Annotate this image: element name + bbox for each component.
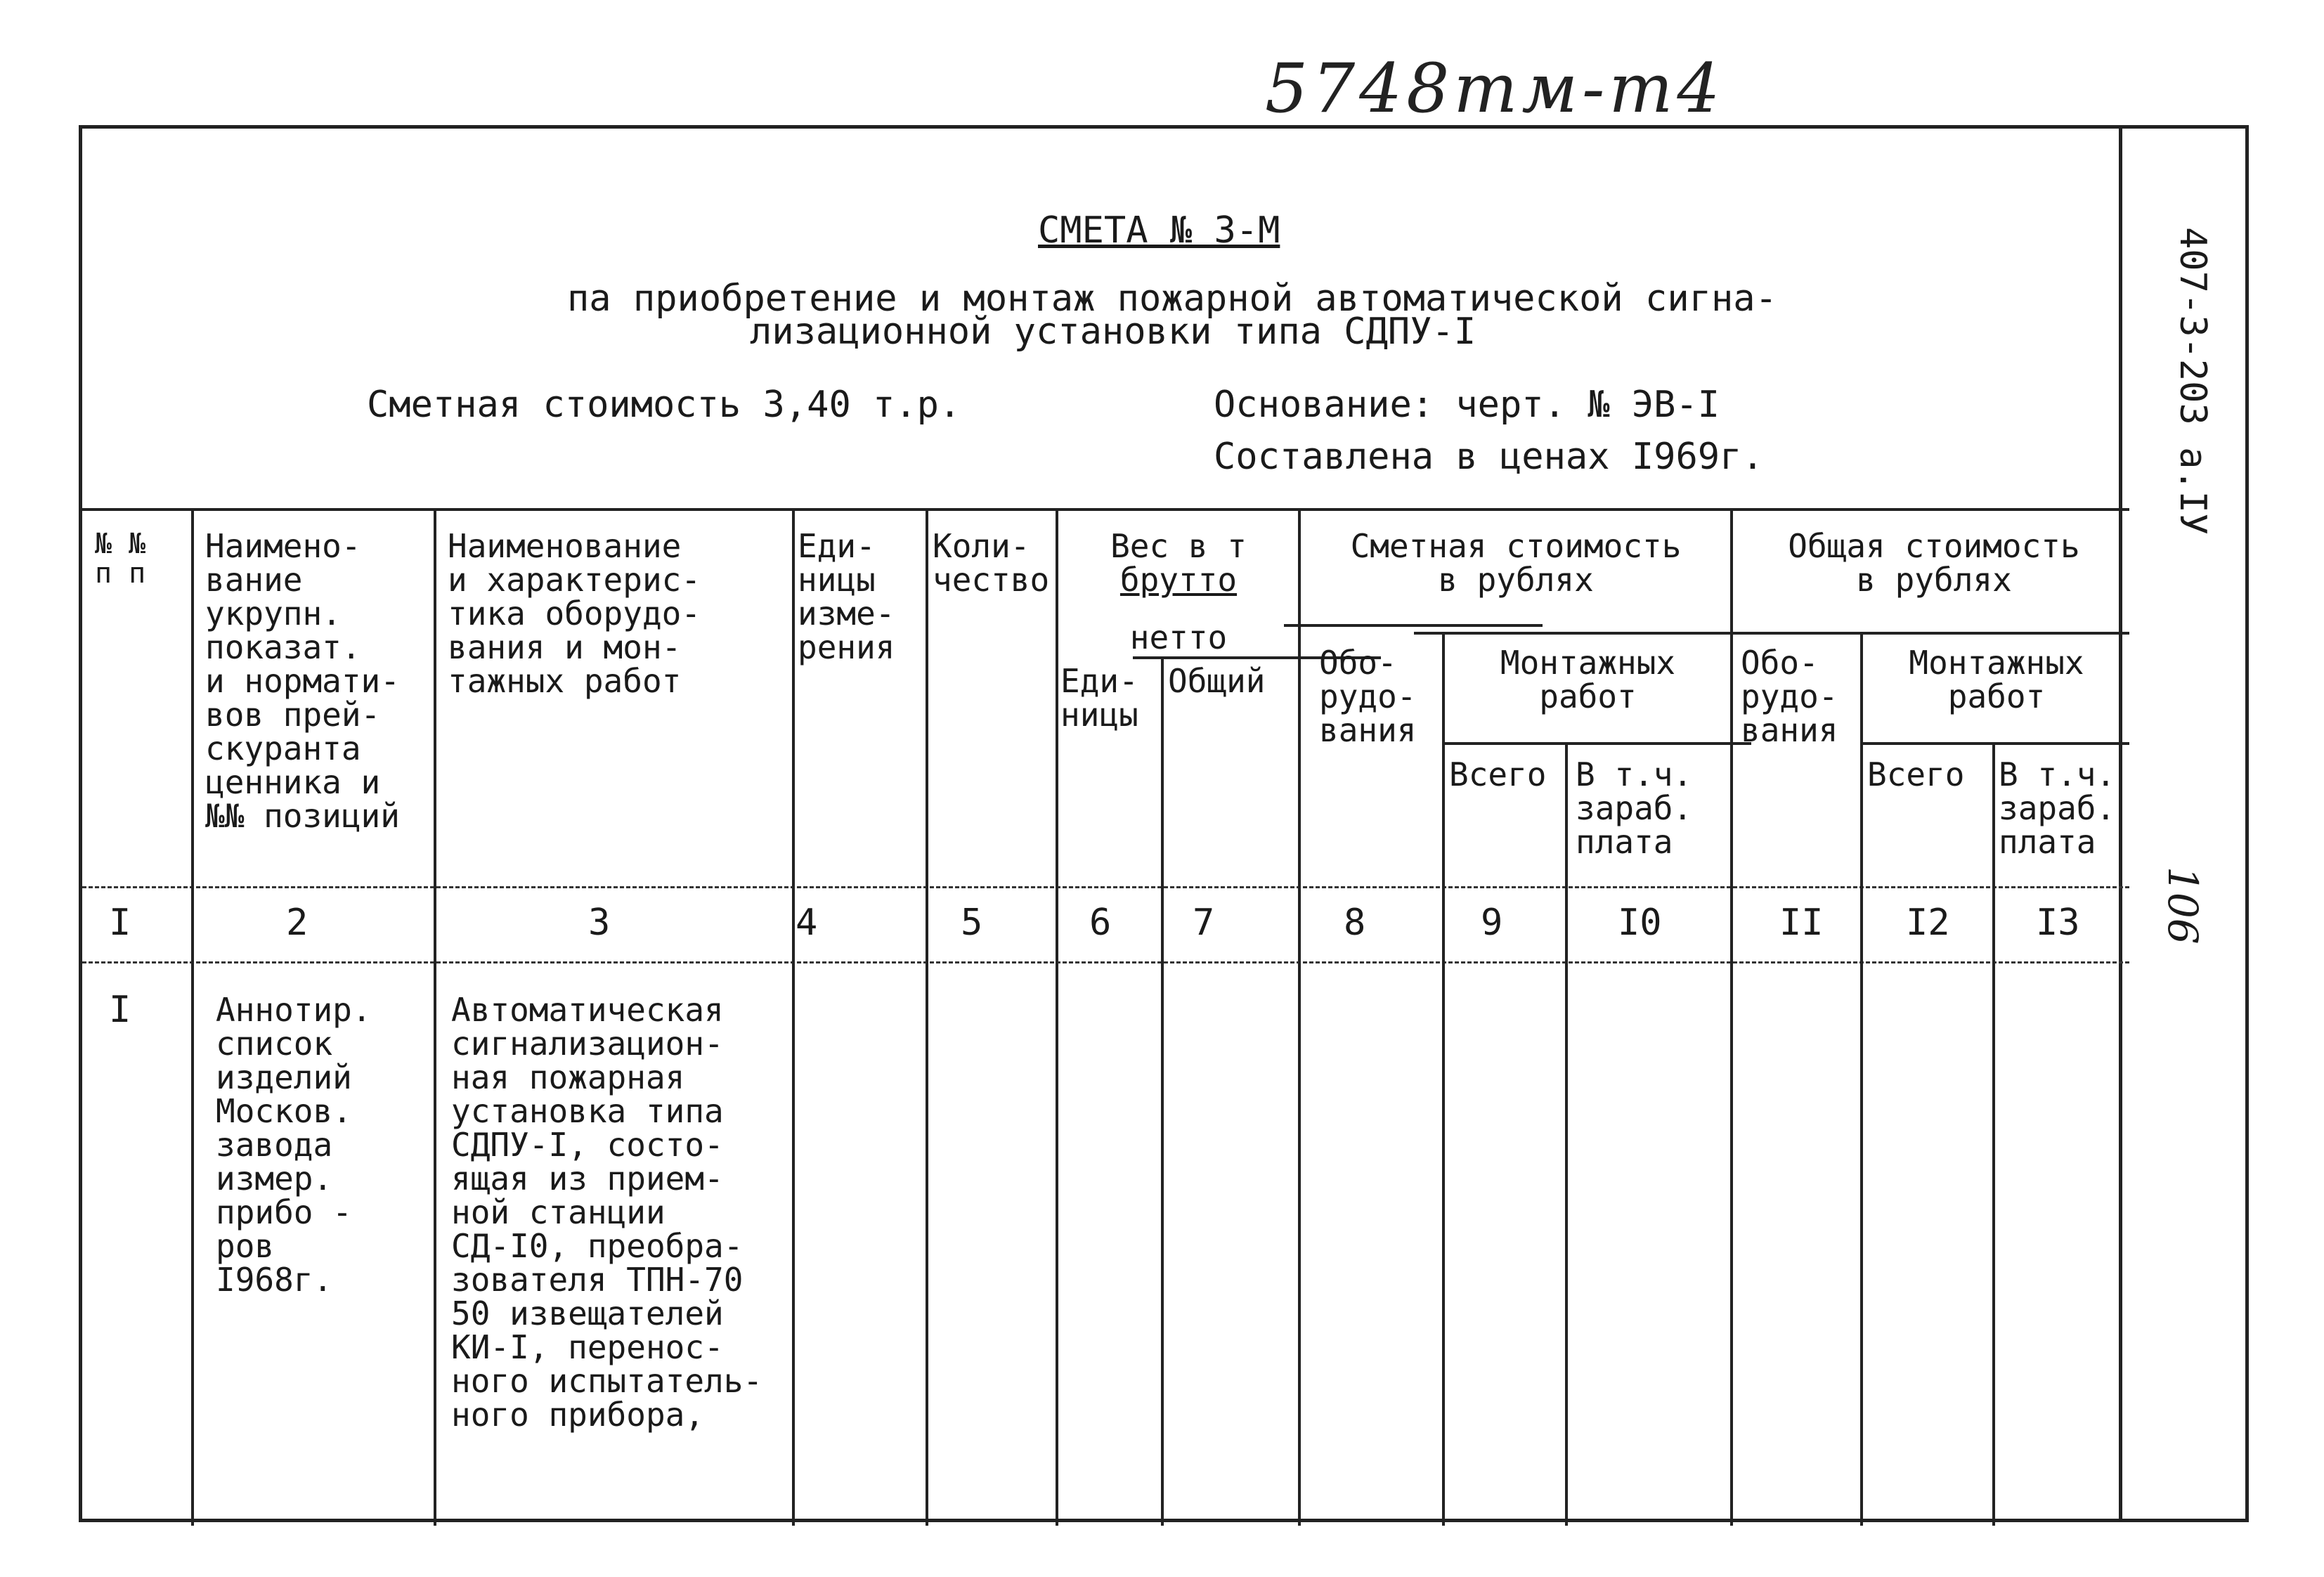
col-number: 6 bbox=[1089, 902, 1112, 944]
header-total-salary: В т.ч. зараб. плата bbox=[1999, 755, 2116, 861]
col-divider bbox=[1056, 508, 1058, 1526]
col-number: 2 bbox=[286, 902, 309, 944]
col-divider bbox=[1992, 742, 1995, 1526]
header-smeta-equipment: Обо- рудо- вания bbox=[1319, 644, 1417, 749]
header-smeta-total: Всего bbox=[1449, 755, 1547, 793]
header-smeta-montage: Монтажных работ bbox=[1500, 644, 1676, 715]
header-col1: № № п п bbox=[95, 528, 146, 590]
header-total-equipment: Обо- рудо- вания bbox=[1741, 644, 1838, 749]
col-number: II bbox=[1779, 902, 1824, 944]
row-description: Автоматическая сигнализацион- ная пожарная установка типа СДПУ-I, состо- ящая из прием- ной станции СД-I0, преобра- зователя ТПН-70 50 извещателей КИ-I, перенос- ного испытатель- ного прибора, bbox=[451, 991, 763, 1434]
col-divider bbox=[434, 508, 436, 1526]
estimate-subtitle-line1: па приобретение и монтаж пожарной автоматической сигна- bbox=[567, 278, 1777, 320]
estimated-cost: Сметная стоимость 3,40 т.р. bbox=[367, 384, 961, 426]
sidebar bbox=[2119, 129, 2245, 1519]
header-bottom-line bbox=[82, 886, 2129, 888]
header-weight-netto: нетто bbox=[1129, 618, 1228, 656]
header-col4: Еди- ницы изме- рения bbox=[798, 527, 895, 666]
montage-sub-line bbox=[1442, 742, 1751, 745]
col-divider bbox=[191, 508, 194, 1526]
table-top-border bbox=[82, 508, 2129, 511]
col-number: 8 bbox=[1344, 902, 1366, 944]
header-weight: Вес в т bbox=[1110, 527, 1247, 565]
col-number: 5 bbox=[961, 902, 983, 944]
col-divider bbox=[926, 508, 928, 1526]
col-divider bbox=[792, 508, 795, 1526]
header-weight-unit: Еди- ницы bbox=[1060, 662, 1138, 734]
document-frame bbox=[79, 125, 2249, 1522]
col-number: 9 bbox=[1481, 902, 1503, 944]
row-pricelist: Аннотир. список изделий Москов. завода измер. прибо - ров I968г. bbox=[216, 991, 372, 1299]
col-divider bbox=[1860, 632, 1863, 1526]
handwritten-code: 5748тм-т4 bbox=[1265, 49, 1725, 128]
col-divider bbox=[1565, 742, 1568, 1526]
header-col2: Наимено- вание укрупн. показат. и нормати- вов прей- скуранта ценника и №№ позиций bbox=[205, 527, 400, 835]
col-number: 7 bbox=[1193, 902, 1215, 944]
header-total-total: Всего bbox=[1867, 755, 1965, 793]
col-divider bbox=[1298, 508, 1301, 1526]
header-col5: Коли- чество bbox=[933, 527, 1050, 599]
col-number: I3 bbox=[2036, 902, 2080, 944]
estimate-subtitle-line2: лизационной установки типа СДПУ-I bbox=[750, 311, 1476, 353]
col-number-bottom-line bbox=[82, 961, 2129, 963]
col-number: I bbox=[109, 902, 131, 944]
col-divider bbox=[1161, 656, 1164, 1526]
col-divider bbox=[1730, 508, 1733, 1526]
subheader-line bbox=[1414, 632, 2129, 635]
header-weight-brutto: брутто bbox=[1119, 561, 1238, 599]
col-number: I2 bbox=[1906, 902, 1950, 944]
estimate-title: СМЕТА № 3-М bbox=[1038, 209, 1280, 252]
price-basis: Составлена в ценах I969г. bbox=[1214, 436, 1764, 478]
sheet-number: 106 bbox=[2159, 867, 2207, 945]
header-col3: Наименование и характерис- тика оборудо- вания и мон- тажных работ bbox=[448, 527, 701, 700]
header-smeta-salary: В т.ч. зараб. плата bbox=[1576, 755, 1693, 861]
document-code: 407-3-203 а.IУ bbox=[2172, 227, 2214, 536]
header-smeta-cost: Сметная стоимость в рублях bbox=[1350, 527, 1682, 599]
header-total-montage: Монтажных работ bbox=[1909, 644, 2084, 715]
col-divider bbox=[1442, 632, 1445, 1526]
header-weight-total: Общий bbox=[1168, 662, 1266, 700]
header-total-cost: Общая стоимость в рублях bbox=[1788, 527, 2080, 599]
col-number: 4 bbox=[796, 902, 818, 944]
basis: Основание: черт. № ЭВ-I bbox=[1214, 384, 1720, 426]
col-number: 3 bbox=[588, 902, 611, 944]
netto-line bbox=[1284, 624, 1543, 627]
col-number: I0 bbox=[1618, 902, 1662, 944]
row-number: I bbox=[109, 989, 131, 1031]
